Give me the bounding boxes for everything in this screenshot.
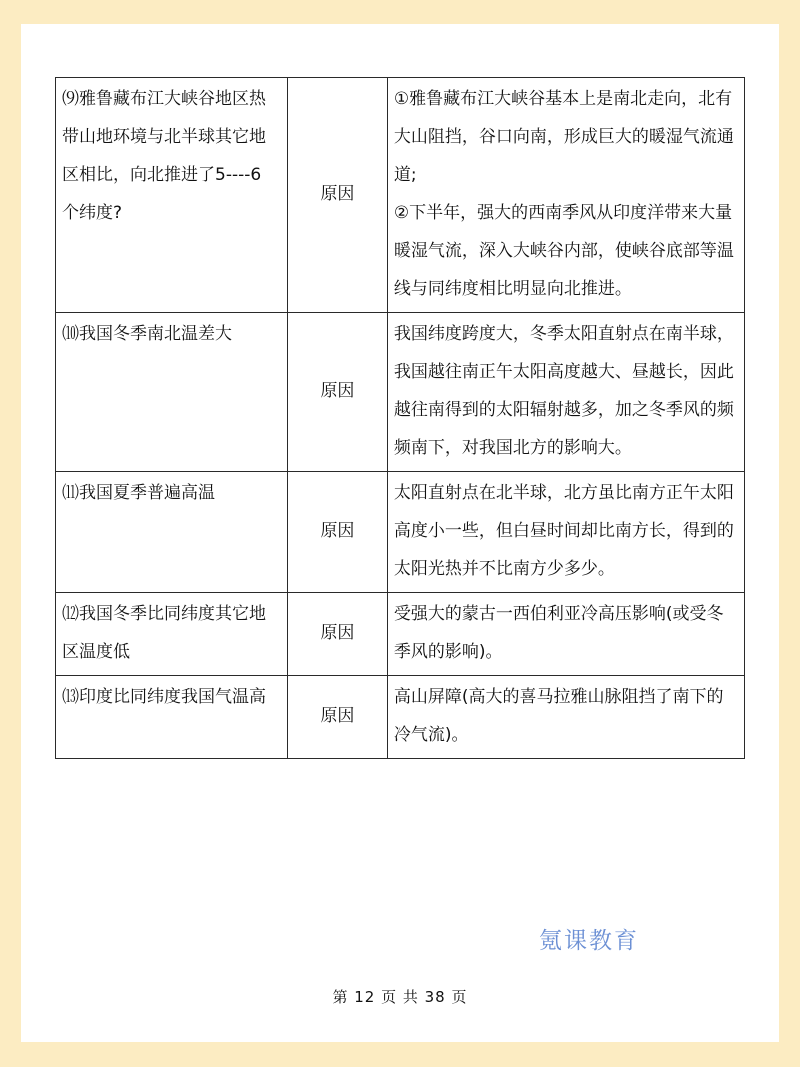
key-cell: 原因 bbox=[288, 593, 388, 676]
watermark: 氪课教育 bbox=[539, 928, 639, 954]
answer-line: ②下半年，强大的西南季风从印度洋带来大量暖湿气流，深入大峡谷内部，使峡谷底部等温线与同纬度相比明显向北推进。 bbox=[393, 203, 734, 299]
table-row bbox=[56, 78, 745, 313]
answer-line: 高山屏障(高大的喜马拉雅山脉阻挡了南下的冷气流)。 bbox=[393, 687, 724, 745]
question-cell: ⑿我国冬季比同纬度其它地区温度低 bbox=[56, 593, 288, 676]
table-row bbox=[56, 313, 745, 472]
answer-cell bbox=[387, 472, 744, 593]
answer-cell bbox=[387, 676, 744, 759]
key-cell: 原因 bbox=[288, 313, 388, 472]
page-number-footer: 第 12 页 共 38 页 bbox=[332, 988, 468, 1006]
answer-line: 受强大的蒙古一西伯利亚冷高压影响(或受冬季风的影响)。 bbox=[393, 604, 724, 662]
key-cell: 原因 bbox=[288, 676, 388, 759]
key-cell: 原因 bbox=[288, 472, 388, 593]
answer-line: ①雅鲁藏布江大峡谷基本上是南北走向，北有大山阻挡，谷口向南，形成巨大的暖湿气流通道; bbox=[393, 89, 734, 185]
question-cell: ⑾我国夏季普遍高温 bbox=[56, 472, 288, 593]
table-row bbox=[56, 472, 745, 593]
question-cell: ⑽我国冬季南北温差大 bbox=[56, 313, 288, 472]
answer-cell bbox=[387, 593, 744, 676]
table-row bbox=[56, 593, 745, 676]
question-cell: ⒀印度比同纬度我国气温高 bbox=[56, 676, 288, 759]
question-cell: ⑼雅鲁藏布江大峡谷地区热带山地环境与北半球其它地区相比，向北推进了5----6 个纬度? bbox=[56, 78, 288, 313]
key-cell: 原因 bbox=[288, 78, 388, 313]
answer-line: 太阳直射点在北半球，北方虽比南方正午太阳高度小一些，但白昼时间却比南方长，得到的太阳光热并不比南方少多少。 bbox=[393, 483, 734, 579]
answer-line: 我国纬度跨度大，冬季太阳直射点在南半球，我国越往南正午太阳高度越大、昼越长，因此越往南得到的太阳辐射越多，加之冬季风的频频南下，对我国北方的影响大。 bbox=[393, 324, 734, 458]
qa-table bbox=[55, 77, 745, 759]
answer-cell bbox=[387, 78, 744, 313]
table-row bbox=[56, 676, 745, 759]
document-page bbox=[21, 24, 779, 1042]
answer-cell bbox=[387, 313, 744, 472]
